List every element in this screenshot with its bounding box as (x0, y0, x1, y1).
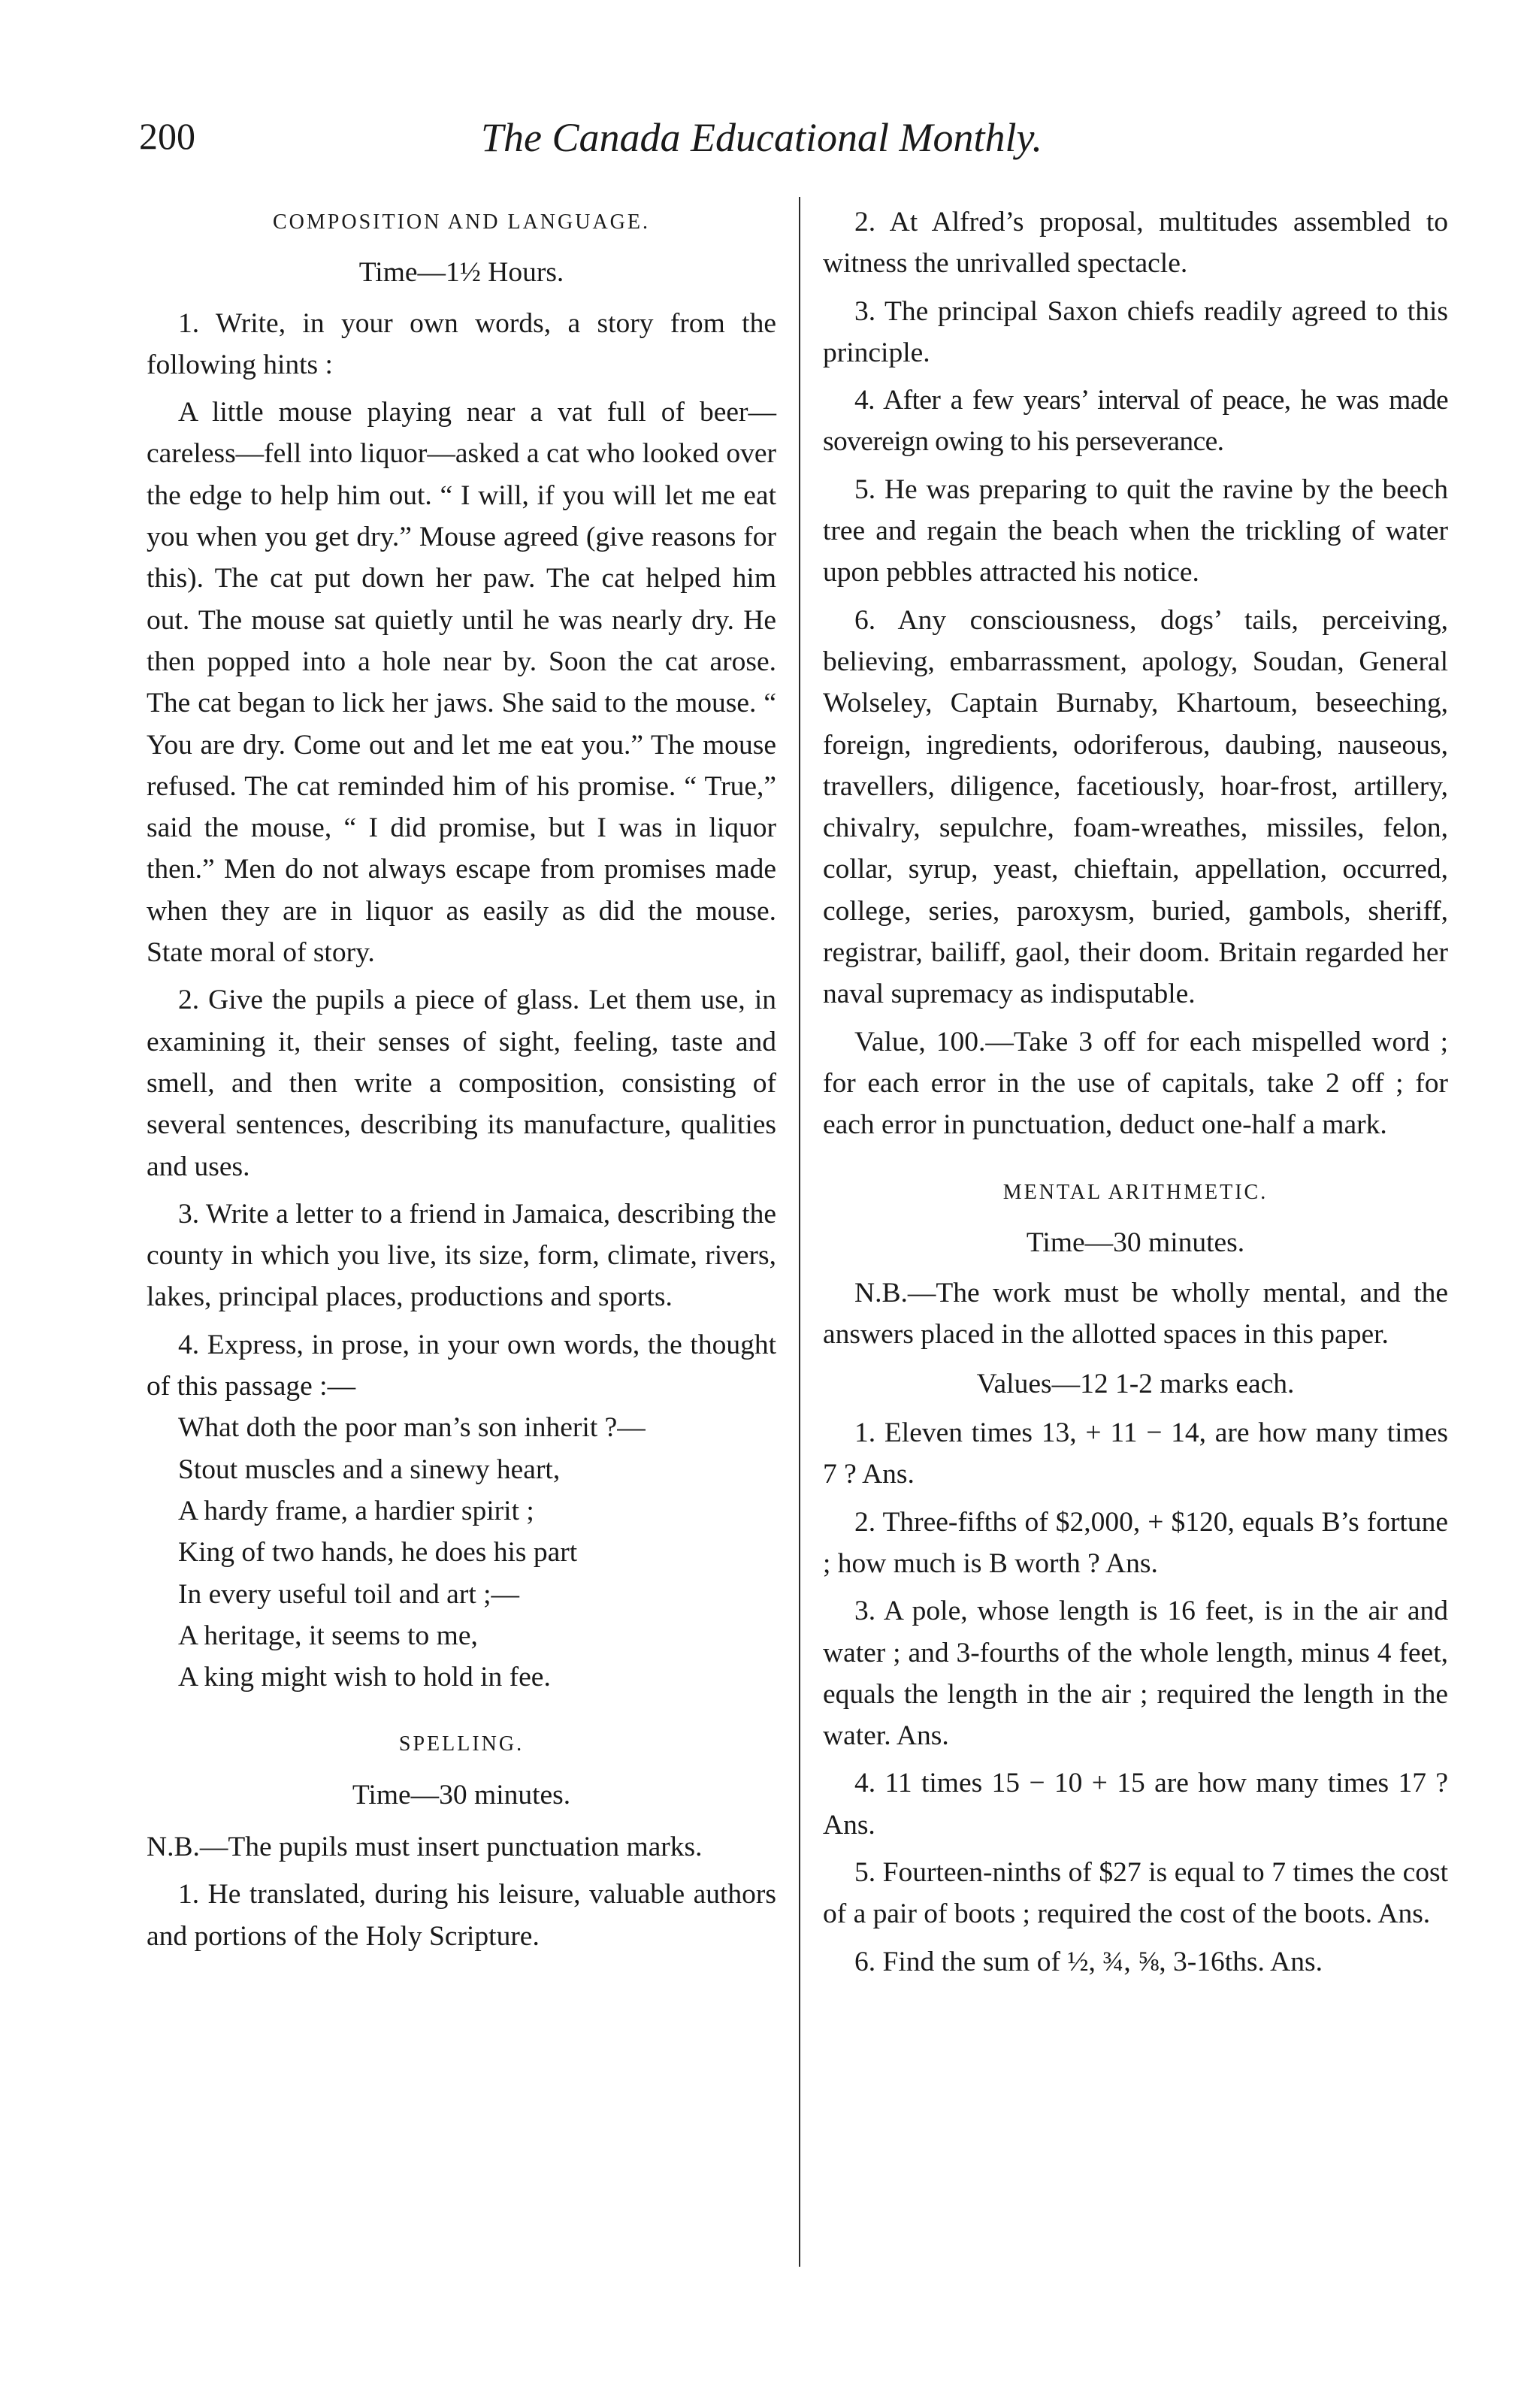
spelling-item-1: 1. He translated, during his leisure, valuable authors and portions of the Holy Scripture. (147, 1879, 776, 1952)
section-heading-mental-arithmetic: MENTAL ARITHMETIC. (1002, 1180, 1268, 1204)
verse-line: Stout muscles and a sinewy heart, (178, 1454, 561, 1485)
verse-line: What doth the poor man’s son inherit ?— (178, 1412, 646, 1444)
page-number: 200 (139, 115, 195, 157)
question-1: 1. Write, in your own words, a story from the following hints : (147, 307, 776, 380)
column-divider (799, 197, 800, 2267)
arithmetic-question-2: 2. Three-fifths of $2,000, + $120, equals B’s fortune ; how much is B worth ? Ans. (823, 1506, 1448, 1579)
spelling-item-2: 2. At Alfred’s proposal, multitudes assembled to witness the unrivalled spectacle. (823, 207, 1448, 280)
arithmetic-question-4: 4. 11 times 15 − 10 + 15 are how many times 17 ? Ans. (823, 1768, 1448, 1841)
spelling-note: N.B.—The pupils must insert punctuation marks. (147, 1831, 703, 1862)
verse-line: A heritage, it seems to me, (178, 1620, 478, 1651)
spelling-item-4: 4. After a few years’ interval of peace, he was made sovereign owing to his perseverance. (823, 385, 1448, 458)
spelling-item-6: 6. Any consciousness, dogs’ tails, perceiving, believing, embarrassment, apology, Soudan, General Wolseley, Captain Burnaby, Khartoum, beseeching, foreign, ingredients, odoriferous, daubing, nauseous, travellers, diligence, facetiously, hoar-frost, artillery, chivalry, sepulchre, foam-wreathes, missiles, felon, collar, syrup, yeast, chieftain, appellation, occurred, college, series, paroxysm, buried, gambols, sheriff, registrar, bailiff, gaol, their doom. Britain regarded her naval supremacy as indisputable. (823, 604, 1448, 1010)
verse-line: A hardy frame, a hardier spirit ; (178, 1495, 534, 1526)
arithmetic-question-6: 6. Find the sum of ½, ¾, ⅝, 3-16ths. Ans. (854, 1946, 1323, 1977)
spelling-value-note: Value, 100.—Take 3 off for each mispelled word ; for each error in the use of capitals, take 2 off ; for each error in punctuation, deduct one-half a mark. (823, 1026, 1448, 1141)
question-3: 3. Write a letter to a friend in Jamaica, describing the county in which you live, its size, form, climate, rivers, lakes, principal places, productions and sports. (147, 1198, 776, 1313)
arithmetic-question-5: 5. Fourteen-ninths of $27 is equal to 7 times the cost of a pair of boots ; required the cost of the boots. Ans. (823, 1856, 1448, 1930)
verse-line: King of two hands, he does his part (178, 1537, 578, 1569)
section-heading-composition: COMPOSITION AND LANGUAGE. (273, 210, 650, 234)
spelling-item-5: 5. He was preparing to quit the ravine by the beech tree and regain the beach when the trickling of water upon pebbles attracted his notice. (823, 473, 1448, 588)
story-hints: A little mouse playing near a vat full of beer—careless—fell into liquor—asked a cat who looked over the edge to help him out. “ I will, if you will let me eat you when you get dry.” Mouse agreed (give reasons for this). The cat put down her paw. The cat helped him out. The mouse sat quietly until he was nearly dry. He then popped into a hole near by. Soon the cat arose. The cat began to lick her jaws. She said to the mouse. “ You are dry. Come out and let me eat you.” The mouse refused. The cat reminded him of his promise. “ True,” said the mouse, “ I did promise, but I was in liquor then.” Men do not always escape from promises made when they are in liquor as easily as did the mouse. State moral of story. (147, 397, 776, 969)
arithmetic-values: Values—12 1-2 marks each. (976, 1368, 1295, 1399)
spelling-item-3: 3. The principal Saxon chiefs readily agreed to this principle. (823, 295, 1448, 368)
question-4: 4. Express, in prose, in your own words, the thought of this passage :— (147, 1329, 776, 1402)
right-column (823, 201, 1448, 1983)
verse-line: A king might wish to hold in fee. (178, 1662, 551, 1693)
left-column (147, 201, 776, 1957)
question-2: 2. Give the pupils a piece of glass. Let them use, in examining it, their senses of sight, feeling, taste and smell, and then write a composition, consisting of several sentences, describing its manufacture, qualities and uses. (147, 985, 776, 1182)
time-allowance-composition: Time—1½ Hours. (358, 257, 564, 289)
time-allowance-spelling: Time—30 minutes. (352, 1779, 571, 1811)
arithmetic-question-3: 3. A pole, whose length is 16 feet, is in the air and water ; and 3-fourths of the whole length, minus 4 feet, equals the length in the air ; required the length in the water. Ans. (823, 1596, 1448, 1752)
section-heading-spelling: SPELLING. (398, 1732, 525, 1756)
running-title: The Canada Educational Monthly. (481, 115, 1042, 160)
arithmetic-note: N.B.—The work must be wholly mental, and the answers placed in the allotted spaces in this paper. (823, 1278, 1448, 1351)
arithmetic-question-1: 1. Eleven times 13, + 11 − 14, are how many times 7 ? Ans. (823, 1417, 1448, 1490)
time-allowance-arithmetic: Time—30 minutes. (1026, 1227, 1245, 1258)
page-header (139, 114, 1432, 174)
verse-line: In every useful toil and art ;— (178, 1578, 520, 1610)
